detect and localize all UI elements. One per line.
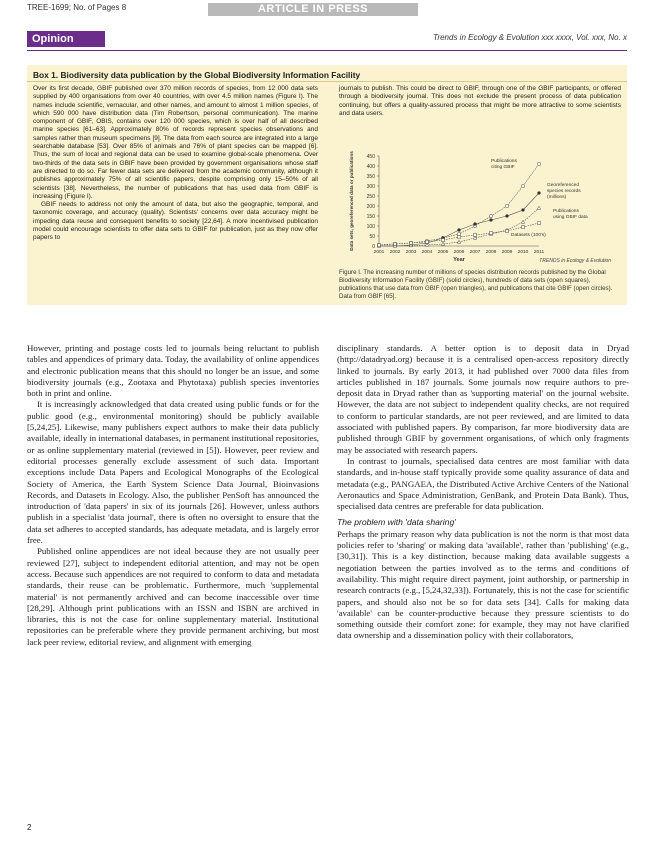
x-tick-label: 2008 (485, 250, 497, 255)
y-tick-label: 450 (366, 153, 375, 160)
y-tick-label: 300 (366, 183, 375, 190)
body-column-right (337, 343, 629, 642)
section-subheading: The problem with 'data sharing' (337, 517, 456, 528)
y-tick-label: 100 (366, 223, 375, 230)
section-label: Opinion (27, 31, 105, 47)
body-paragraph: In contrast to journals, specialised data centres are most familiar with data standards, and in-house staff typically provide some quality assurance of data and metadata (e.g., PANGAEA, the Distributed Active Archive Centers of the National Aeronautics and Space Administration, GenBank, and Protein Data Bank). Thus, specialised data centres are preferable for data publication. (337, 455, 629, 512)
data-point (442, 239, 445, 242)
box-paragraph: journals to publish. This could be direct to GBIF, through one of the GBIF participants, or offered through a biodiversity journal. This does not exclude the present process of data publication continuing, but offers a quality-assured process that might be more attractive to some scientists and data users. (339, 85, 621, 117)
body-paragraph: disciplinary standards. A better option is to deposit data in Dryad (http://datadryad.org) because it is a centralised open-access repository directly linked to journals. By early 2013, it had published over 7000 data files from articles published in 187 journals. Some journals now require authors to pre-deposit data in Dryad rather than as 'supporting material' on the journal website. However, the data are not subject to independent quality checks, are not required to conform to particular standards, are not peer reviewed, and are limited to data associated with published papers. By comparison, far more biodiversity data are published through GBIF by government organisations, of which only fragments may be associated with research papers. (337, 343, 629, 455)
data-point (505, 214, 508, 217)
box-paragraph: Over its first decade, GBIF published over 370 million records of species, from 12 000 data sets supplied by 400 organisations from over 40 countries, with over 4.5 million names (Figure I). The names include scientific, vernacular, and other names, and amount to almost 1 million species, of which 590 000 have distribution data (Tim Robertson, personal communication). The marine component of GBIF, OBIS, contains over 120 000 species, which is over half of all described marine species [61–63]. Approximately 80% of records represent species observations and samples rather than museum specimens [9]. The data from each source are integrated into a large searchable database [53]. Over 85% of animals and 76% of plant species can be mapped [6]. Thus, the sum of local and regional data can be used to examine global-scale phenomena. Over two-thirds of the data sets in GBIF have been provided by government organisations whose staff are directed to do so. Far fewer data sets are delivered from the academic community, although it publishes approximately 75% of all scientific papers, despite comprising only 15–50% of all scientists [38]. Nevertheless, the number of publications that has used data from GBIF is increasing (Figure I). (33, 85, 318, 200)
figure-chart (339, 150, 621, 265)
y-tick-label: 400 (366, 163, 375, 170)
series-label: Publications (491, 159, 517, 164)
data-point (537, 162, 540, 165)
box-1 (27, 65, 627, 305)
y-tick-label: 350 (366, 173, 375, 180)
body-paragraph: Perhaps the primary reason why data publication is not the norm is that most data policies refer to 'sharing' or making data 'available', rather than 'publishing' (e.g., [30,31]). This is a key distinction, because making data available suggests a negotiation between the parties involved as to the terms and conditions of availability. This might require direct payment, joint authorship, or partnership in research contracts (e.g., [5,24,32,33]). Fortunately, this is not the case for scientific papers, and should also not be so for data sets [34]. Calls for making data 'available' can be counter-productive because they pressure scientists to do something outside their comfort zone: for example, they may not have clarified data ownership and a dissemination policy with their collaborators, (337, 528, 629, 641)
y-tick-label: 200 (366, 203, 375, 210)
data-point (506, 230, 509, 233)
data-point (457, 232, 460, 235)
series-label: Datasets (100's) (511, 233, 546, 238)
article-ref: TREE-1699; No. of Pages 8 (27, 3, 127, 12)
data-point (537, 206, 540, 209)
data-point (394, 243, 397, 246)
data-point (410, 242, 413, 245)
y-tick-label: 0 (372, 243, 375, 250)
x-tick-label: 2009 (501, 250, 513, 255)
body-column-left (27, 343, 319, 648)
data-point (522, 226, 525, 229)
journal-citation: Trends in Ecology & Evolution xxx xxxx, Vol. xxx, No. x (433, 33, 627, 42)
box-divider (27, 81, 627, 82)
top-bar (0, 0, 654, 17)
body-paragraph: Published online appendices are not ideal because they are not usually peer reviewed [27], subject to independent editorial attention, and may not be open access. Because such appendices are not required to conform to data and metadata standards, their reuse can be problematic. Furthermore, much 'supplemental material' is not permanently archived and can become inaccessible over time [28,29]. Although print publications with an ISSN and ISBN are archived in libraries, this is not the case for online supplementary material. Institutional repositories can be preferable where they provide permanent archiving, but most lack peer review, editorial review, and alignment with emerging (27, 546, 319, 647)
x-tick-label: 2001 (373, 250, 385, 255)
article-in-press-banner: ARTICLE IN PRESS (208, 3, 418, 16)
series-label: Publications (553, 209, 579, 214)
page-number: 2 (27, 823, 32, 832)
series-label: using GBIF data (553, 215, 588, 220)
x-tick-label: 2007 (469, 250, 481, 255)
data-point (457, 228, 460, 231)
data-point (538, 222, 541, 225)
x-tick-label: 2005 (437, 250, 449, 255)
x-tick-label: 2006 (453, 250, 465, 255)
data-point (378, 244, 381, 247)
data-point (426, 241, 429, 244)
box-column-left (33, 85, 318, 243)
x-tick-label: 2003 (405, 250, 417, 255)
y-tick-label: 250 (366, 193, 375, 200)
x-tick-label: 2004 (421, 250, 433, 255)
data-point (521, 184, 524, 187)
header-divider (27, 50, 627, 51)
figure-caption: Figure I. The increasing number of millions of species distribution records published by the Global Biodiversity Information Facility (GBIF) (solid circles), hundreds of data sets (open squares), publications that use data from GBIF (open triangles), and publications that cite GBIF (open circles). Data from GBIF [65]. (339, 269, 613, 300)
box-title: Box 1. Biodiversity data publication by the Global Biodiversity Information Facility (33, 70, 361, 80)
y-tick-label: 150 (366, 213, 375, 220)
x-tick-label: 2010 (517, 250, 529, 255)
data-point (521, 208, 524, 211)
y-tick-label: 50 (369, 233, 375, 240)
data-point (474, 234, 477, 237)
x-tick-label: 2011 (533, 250, 545, 255)
data-point (521, 220, 524, 223)
data-point (489, 214, 492, 217)
body-paragraph: However, printing and postage costs led to journals being reluctant to publish tables and appendices of primary data. Today, the availability of online appendices and electronic publication means that this should no longer be an issue, and some biodiversity journals (e.g., Zootaxa and Phytotaxa) publish species inventories both in print and online. (27, 343, 319, 399)
series-label: citing GBIF (491, 165, 515, 170)
y-axis-label: Data sets, georeferenced data or publications (349, 151, 354, 251)
series-label: Georeferenced (547, 183, 579, 188)
box-column-right (339, 85, 621, 118)
data-point (458, 236, 461, 239)
body-paragraph: It is increasingly acknowledged that data created using public funds or for the public good (e.g., environmental monitoring) should be publicly available [5,24,25]. Likewise, many publishers expect authors to make their data publicly available, ideally in international databases, in permanent institutional repositories, or as online supplementary material (reviewed in [5]). However, peer review and editorial processes generally exclude assessment of such data. Important exceptions include Data Papers and Ecological Monographs of the Ecological Society of America, the Earth System Science Data Journal, Bioinvasions Records, and Datasets in Ecology. Also, the publisher PenSoft has announced the introduction of 'data papers' in six of its journals [26]. However, unless authors publish in a specialist 'data journal', there is often no oversight to ensure that the data set adheres to accepted standards, has adequate metadata, and is largely error free. (27, 399, 319, 546)
box-paragraph: GBIF needs to address not only the amount of data, but also the geographic, temporal, and taxonomic coverage, and accuracy (quality). Scientists' concerns over data accuracy might be impeding data reuse and consequent benefits to society [22,64]. A more incentivised publication model could encourage scientists to offer data sets to GBIF for publication, just as they now offer papers to (33, 201, 318, 242)
series-label: (millions) (547, 195, 567, 200)
chart-credit: TRENDS in Ecology & Evolution (539, 258, 611, 264)
data-point (505, 204, 508, 207)
x-axis-label: Year (453, 257, 465, 263)
data-point (473, 222, 476, 225)
series-label: species records (547, 189, 581, 194)
data-point (489, 218, 492, 221)
data-point (537, 191, 540, 194)
data-point (490, 232, 493, 235)
x-tick-label: 2002 (389, 250, 401, 255)
